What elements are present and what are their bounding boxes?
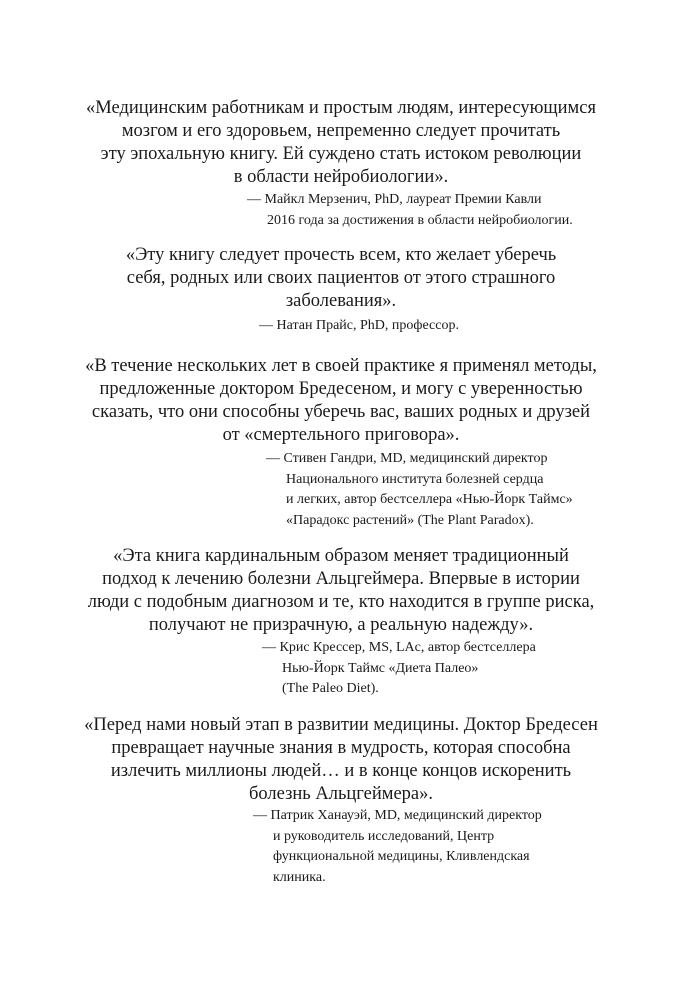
quote-line: болезнь Альцгеймера». (249, 784, 433, 804)
quote-5 (0, 714, 682, 806)
quote-line: «В течение нескольких лет в своей практике я применял методы, (85, 356, 597, 376)
attribution-5 (253, 806, 542, 888)
quote-line: сказать, что они способны уберечь вас, ваших родных и друзей (91, 402, 591, 422)
quote-line: «Перед нами новый этап в развитии медицины. Доктор Бредесен (84, 715, 598, 735)
attribution-line: — Натан Прайс, PhD, профессор. (259, 318, 459, 333)
attribution-1 (247, 190, 573, 231)
quote-line: «Эту книгу следует прочесть всем, кто желает уберечь (125, 245, 557, 265)
attribution-line: — Крис Крессер, MS, LAc, автор бестселлера (262, 640, 536, 655)
attribution-line: Нью-Йорк Таймс «Диета Палео» (282, 660, 479, 676)
quote-line: подход к лечению болезни Альцгеймера. Впервые в истории (102, 569, 580, 589)
attribution-line: (The Paleo Diet). (282, 681, 379, 696)
quote-line: люди с подобным диагнозом и те, кто находится в группе риска, (87, 592, 595, 612)
attribution-line: Национального института болезней сердца (286, 471, 544, 487)
quote-2 (0, 244, 682, 313)
quote-line: излечить миллионы людей… и в конце концов искоренить (110, 761, 572, 781)
quote-line: эту эпохальную книгу. Ей суждено стать истоком революции (100, 144, 582, 164)
attribution-3 (266, 449, 573, 531)
attribution-line: и руководитель исследований, Центр (273, 828, 495, 844)
quote-line: получают не призрачную, а реальную надежду». (148, 615, 534, 635)
quote-line: в области нейробиологии». (233, 167, 449, 187)
quote-line: «Эта книга кардинальным образом меняет традиционный (113, 546, 569, 566)
quote-line: заболевания». (285, 291, 397, 311)
quote-line: «Медицинским работникам и простым людям, интересующимся (86, 98, 596, 118)
attribution-line: 2016 года за достижения в области нейробиологии. (267, 212, 573, 228)
attribution-line: — Патрик Ханауэй, MD, медицинский директор (253, 808, 542, 823)
quote-3 (0, 355, 682, 447)
quote-line: мозгом и его здоровьем, непременно следует прочитать (121, 121, 561, 141)
attribution-4 (262, 638, 536, 700)
quote-1 (0, 97, 682, 189)
quote-line: себя, родных или своих пациентов от этого страшного (126, 268, 556, 288)
quote-line: предложенные доктором Бредесеном, и могу с уверенностью (99, 379, 583, 399)
attribution-line: — Стивен Гандри, MD, медицинский директор (266, 451, 548, 466)
attribution-line: функциональной медицины, Кливлендская (273, 849, 530, 864)
attribution-line: и легких, автор бестселлера «Нью-Йорк Таймс» (286, 492, 573, 507)
quote-line: превращает научные знания в мудрость, которая способна (111, 738, 571, 758)
attribution-line: — Майкл Мерзенич, PhD, лауреат Премии Кавли (247, 192, 542, 207)
attribution-line: «Парадокс растений» (The Plant Paradox). (286, 512, 534, 528)
quote-4 (0, 545, 682, 637)
quote-line: от «смертельного приговора». (222, 425, 460, 445)
attribution-2 (259, 316, 459, 337)
attribution-line: клиника. (273, 869, 326, 885)
